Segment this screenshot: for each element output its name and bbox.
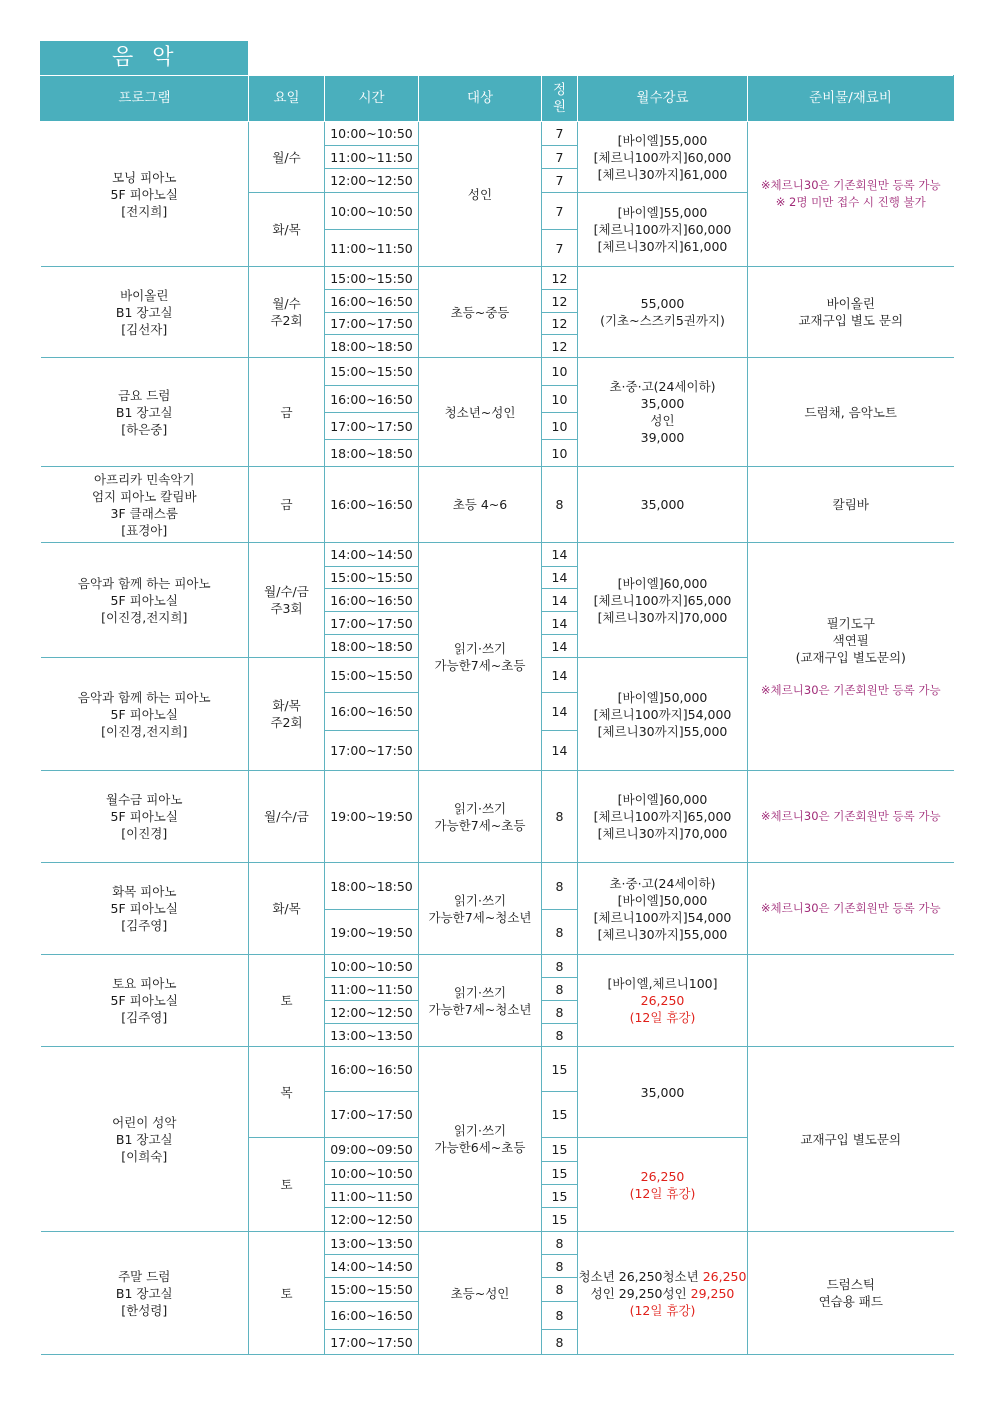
target-line: 초등~성인 <box>450 1285 510 1301</box>
program-line: [김주영] <box>121 918 168 933</box>
time-cell: 16:00~16:50 <box>325 1302 419 1330</box>
target-line: 읽기·쓰기 <box>453 1123 507 1138</box>
day-cell <box>249 193 325 267</box>
capacity-cell: 8 <box>542 1302 578 1330</box>
day-cell <box>249 467 325 543</box>
program-cell <box>41 1232 249 1355</box>
fee-line: [바이엘]55,000 <box>617 132 708 148</box>
time-cell: 18:00~18:50 <box>325 335 419 358</box>
capacity-cell: 14 <box>542 543 578 567</box>
fee-cell <box>578 193 748 267</box>
fee-line: [체르니30까지]61,000 <box>597 166 728 182</box>
day-line: 주2회 <box>270 313 303 328</box>
fee-line: [체르니30까지]70,000 <box>597 826 728 841</box>
target-line: 초등 4~6 <box>452 497 508 512</box>
day-cell <box>249 658 325 771</box>
capacity-cell: 8 <box>542 1278 578 1302</box>
time-cell: 10:00~10:50 <box>325 955 419 978</box>
table-row <box>41 267 954 290</box>
fee-line-label: 청소년 <box>662 1268 703 1284</box>
program-line: B1 장고실 <box>115 304 173 320</box>
capacity-cell: 7 <box>542 122 578 146</box>
materials-cell <box>748 358 954 467</box>
time-cell: 12:00~12:50 <box>325 1208 419 1232</box>
fee-line: [체르니100까지]60,000 <box>593 149 732 165</box>
day-cell <box>249 358 325 467</box>
fee-line: 26,250 <box>640 1168 685 1184</box>
capacity-cell: 15 <box>542 1138 578 1162</box>
time-cell: 14:00~14:50 <box>325 1255 419 1278</box>
music-schedule-table <box>40 75 954 1355</box>
materials-cell <box>748 771 954 863</box>
materials-line: ※체르니30은 기존회원만 등록 가능 <box>760 809 941 823</box>
capacity-cell: 15 <box>542 1162 578 1185</box>
capacity-cell: 14 <box>542 589 578 612</box>
table-row <box>41 1047 954 1092</box>
table-row <box>41 467 954 543</box>
capacity-cell: 10 <box>542 386 578 413</box>
header-capacity <box>542 76 578 122</box>
day-line: 월/수/금 <box>264 584 309 599</box>
program-line: 5F 피아노실 <box>110 592 178 608</box>
program-line: [이진경,전지희] <box>101 609 188 625</box>
time-cell: 15:00~15:50 <box>325 1278 419 1302</box>
time-cell: 17:00~17:50 <box>325 1330 419 1355</box>
fee-line: (12일 휴강) <box>629 1302 696 1318</box>
program-line: 화목 피아노 <box>112 884 177 899</box>
target-line: 가능한7세~청소년 <box>428 909 532 925</box>
materials-line: ※체르니30은 기존회원만 등록 가능 <box>760 682 941 697</box>
program-line: B1 장고실 <box>115 1131 173 1147</box>
materials-line: 바이올린 <box>826 296 875 311</box>
day-line: 화/목 <box>272 698 301 713</box>
capacity-cell: 12 <box>542 290 578 313</box>
program-line: [표경아] <box>121 522 168 538</box>
fee-line: [체르니30까지]55,000 <box>597 926 728 942</box>
materials-cell <box>748 122 954 267</box>
fee-cell <box>578 1232 748 1355</box>
target-cell <box>419 267 542 358</box>
capacity-cell: 8 <box>542 910 578 955</box>
day-line: 토 <box>280 993 293 1008</box>
time-cell: 17:00~17:50 <box>325 413 419 440</box>
program-line: 토요 피아노 <box>112 976 177 991</box>
capacity-cell: 14 <box>542 612 578 635</box>
materials-cell <box>748 1047 954 1232</box>
time-cell: 16:00~16:50 <box>325 386 419 413</box>
capacity-cell: 14 <box>542 731 578 771</box>
time-cell: 15:00~15:50 <box>325 567 419 589</box>
program-line: [이진경] <box>121 826 168 841</box>
fee-line-price: 29,250 <box>690 1285 735 1301</box>
time-cell: 18:00~18:50 <box>325 440 419 467</box>
capacity-cell: 7 <box>542 146 578 169</box>
header-day: 요일 <box>249 76 325 122</box>
capacity-cell: 14 <box>542 635 578 658</box>
header-program: 프로그램 <box>41 76 249 122</box>
materials-line: ※체르니30은 기존회원만 등록 가능 <box>760 901 941 915</box>
time-cell: 11:00~11:50 <box>325 146 419 169</box>
fee-line: 55,000 <box>640 296 685 311</box>
program-line: 5F 피아노실 <box>110 901 178 916</box>
fee-line: 초·중·고(24세이하) <box>609 875 716 891</box>
capacity-cell: 10 <box>542 413 578 440</box>
fee-cell <box>578 658 748 771</box>
fee-line-price: 26,250 <box>702 1268 747 1284</box>
capacity-cell: 12 <box>542 335 578 358</box>
fee-cell <box>578 122 748 193</box>
time-cell: 09:00~09:50 <box>325 1138 419 1162</box>
materials-cell <box>748 467 954 543</box>
time-cell: 15:00~15:50 <box>325 267 419 290</box>
program-line: 5F 피아노실 <box>110 186 178 202</box>
target-cell <box>419 863 542 955</box>
target-cell <box>419 955 542 1047</box>
program-line: 엄지 피아노 칼림바 <box>91 488 197 504</box>
fee-line: [체르니30까지]55,000 <box>597 723 728 739</box>
day-line: 화/목 <box>272 222 301 237</box>
materials-line: 드럼스틱 <box>826 1277 875 1292</box>
capacity-cell: 8 <box>542 467 578 543</box>
table-row <box>41 122 954 146</box>
day-cell <box>249 267 325 358</box>
time-cell: 10:00~10:50 <box>325 122 419 146</box>
day-line: 월/수 <box>272 296 301 311</box>
table-row <box>41 955 954 978</box>
program-cell <box>41 358 249 467</box>
materials-line: ※체르니30은 기존회원만 등록 가능 <box>760 178 941 192</box>
capacity-cell: 7 <box>542 193 578 230</box>
day-cell <box>249 122 325 193</box>
target-cell <box>419 771 542 863</box>
target-cell <box>419 1047 542 1232</box>
capacity-cell: 8 <box>542 1232 578 1255</box>
table-row <box>41 1232 954 1255</box>
target-line: 읽기·쓰기 <box>453 892 507 908</box>
target-line: 읽기·쓰기 <box>453 800 507 816</box>
day-line: 월/수/금 <box>264 809 309 824</box>
program-line: 주말 드럼 <box>118 1268 171 1284</box>
fee-cell <box>578 1047 748 1138</box>
capacity-cell: 8 <box>542 863 578 910</box>
time-cell: 11:00~11:50 <box>325 978 419 1001</box>
program-line: [한성령] <box>121 1302 168 1318</box>
target-cell <box>419 467 542 543</box>
materials-line: 연습용 패드 <box>818 1294 883 1309</box>
time-cell: 16:00~16:50 <box>325 467 419 543</box>
materials-line: 교재구입 별도문의 <box>800 1131 902 1147</box>
day-cell <box>249 955 325 1047</box>
time-cell: 16:00~16:50 <box>325 589 419 612</box>
day-cell <box>249 863 325 955</box>
fee-line: [체르니100까지]54,000 <box>593 909 732 925</box>
program-line: 어린이 성악 <box>112 1114 177 1130</box>
materials-line: 칼림바 <box>832 497 869 512</box>
fee-cell <box>578 358 748 467</box>
day-line: 금 <box>280 404 293 420</box>
header-row <box>41 76 954 122</box>
fee-line: [바이엘]55,000 <box>617 205 708 220</box>
fee-line: 35,000 <box>640 396 685 411</box>
program-line: 월수금 피아노 <box>106 792 183 807</box>
time-cell: 17:00~17:50 <box>325 1092 419 1138</box>
fee-cell <box>578 955 748 1047</box>
capacity-cell: 8 <box>542 955 578 978</box>
fee-line: [체르니100까지]65,000 <box>593 809 732 824</box>
day-cell <box>249 1232 325 1355</box>
fee-line: (12일 휴강) <box>629 1010 696 1025</box>
section-title: 음 악 <box>40 41 248 75</box>
header-target: 대상 <box>419 76 542 122</box>
time-cell: 15:00~15:50 <box>325 658 419 693</box>
program-line: 3F 클래스룸 <box>110 505 178 521</box>
capacity-cell: 8 <box>542 1255 578 1278</box>
target-line: 청소년~성인 <box>444 404 516 420</box>
fee-cell <box>578 1138 748 1232</box>
capacity-cell: 8 <box>542 978 578 1001</box>
program-cell <box>41 863 249 955</box>
program-line: [김주영] <box>121 1010 168 1025</box>
fee-line: 성인 <box>650 413 675 428</box>
program-line: 아프리카 민속악기 <box>93 471 195 487</box>
fee-line: [바이엘]50,000 <box>617 892 708 908</box>
capacity-cell: 15 <box>542 1208 578 1232</box>
target-line: 읽기·쓰기 <box>453 984 507 1000</box>
day-cell <box>249 1138 325 1232</box>
time-cell: 12:00~12:50 <box>325 169 419 193</box>
time-cell: 12:00~12:50 <box>325 1001 419 1024</box>
program-line: 음악과 함께 하는 피아노 <box>77 689 211 705</box>
program-cell <box>41 543 249 658</box>
day-line: 토 <box>280 1177 293 1192</box>
fee-cell <box>578 467 748 543</box>
fee-cell <box>578 543 748 658</box>
header-time: 시간 <box>325 76 419 122</box>
table-row <box>41 543 954 567</box>
fee-line: [체르니30까지]70,000 <box>597 609 728 625</box>
day-cell <box>249 543 325 658</box>
capacity-cell: 12 <box>542 267 578 290</box>
materials-cell <box>748 1232 954 1355</box>
day-line: 금 <box>280 497 293 512</box>
day-line: 주2회 <box>270 715 303 730</box>
fee-line: 35,000 <box>640 1084 685 1100</box>
capacity-cell: 8 <box>542 1001 578 1024</box>
target-cell <box>419 543 542 771</box>
time-cell: 16:00~16:50 <box>325 290 419 313</box>
fee-line: 26,250 <box>640 993 685 1008</box>
capacity-cell: 15 <box>542 1092 578 1138</box>
fee-line: 35,000 <box>640 497 685 512</box>
program-line: 5F 피아노실 <box>110 706 178 722</box>
capacity-cell: 8 <box>542 771 578 863</box>
fee-cell <box>578 771 748 863</box>
day-line: 목 <box>280 1084 293 1100</box>
time-cell: 18:00~18:50 <box>325 635 419 658</box>
time-cell: 15:00~15:50 <box>325 358 419 386</box>
materials-line: ※ 2명 미만 접수 시 진행 불가 <box>775 195 926 209</box>
fee-line: [바이엘]60,000 <box>617 792 708 807</box>
fee-line: 청소년 26,250청소년 26,250 <box>578 1268 747 1284</box>
program-line: 5F 피아노실 <box>110 993 178 1008</box>
header-capacity-line: 정 <box>552 81 567 98</box>
day-line: 주3회 <box>270 601 303 616</box>
target-line: 읽기·쓰기 <box>453 640 507 656</box>
table-row <box>41 358 954 386</box>
time-cell: 13:00~13:50 <box>325 1232 419 1255</box>
fee-line: [바이엘]50,000 <box>617 689 708 705</box>
target-line: 가능한7세~청소년 <box>428 1001 532 1017</box>
program-line: [김선자] <box>121 321 168 337</box>
capacity-cell: 14 <box>542 658 578 693</box>
time-cell: 19:00~19:50 <box>325 910 419 955</box>
target-cell <box>419 358 542 467</box>
header-capacity-line: 원 <box>552 98 567 115</box>
time-cell: 13:00~13:50 <box>325 1024 419 1047</box>
day-cell <box>249 1047 325 1138</box>
fee-line: 초·중·고(24세이하) <box>609 379 716 394</box>
capacity-cell: 14 <box>542 567 578 589</box>
day-line: 토 <box>280 1285 293 1301</box>
program-cell <box>41 658 249 771</box>
capacity-cell: 8 <box>542 1024 578 1047</box>
materials-line: 색연필 <box>832 632 869 648</box>
day-line: 월/수 <box>272 149 301 165</box>
capacity-cell: 8 <box>542 1330 578 1355</box>
materials-cell <box>748 543 954 771</box>
time-cell: 11:00~11:50 <box>325 230 419 267</box>
program-line: [이진경,전지희] <box>101 723 188 739</box>
time-cell: 10:00~10:50 <box>325 193 419 230</box>
fee-line: (기초~스즈키5권까지) <box>600 313 725 328</box>
fee-line: [바이엘]60,000 <box>617 575 708 591</box>
fee-line: 성인 29,250성인 29,250 <box>590 1285 735 1301</box>
capacity-cell: 10 <box>542 358 578 386</box>
program-cell <box>41 771 249 863</box>
program-cell <box>41 122 249 267</box>
target-line: 가능한6세~초등 <box>434 1140 526 1155</box>
capacity-cell: 7 <box>542 169 578 193</box>
program-cell <box>41 267 249 358</box>
fee-cell <box>578 863 748 955</box>
fee-line: [체르니30까지]61,000 <box>597 239 728 254</box>
materials-line: 교재구입 별도 문의 <box>798 313 904 328</box>
program-line: B1 장고실 <box>115 404 173 420</box>
time-cell: 17:00~17:50 <box>325 612 419 635</box>
time-cell: 16:00~16:50 <box>325 1047 419 1092</box>
program-line: 음악과 함께 하는 피아노 <box>77 575 211 591</box>
time-cell: 11:00~11:50 <box>325 1185 419 1208</box>
time-cell: 16:00~16:50 <box>325 693 419 731</box>
day-line: 화/목 <box>272 901 301 916</box>
target-cell <box>419 122 542 267</box>
target-line: 가능한7세~초등 <box>434 657 526 673</box>
fee-line: (12일 휴강) <box>629 1185 696 1201</box>
target-line: 초등~중등 <box>450 304 510 320</box>
program-line: 모닝 피아노 <box>112 169 177 185</box>
program-line: 바이올린 <box>120 287 169 303</box>
materials-cell <box>748 267 954 358</box>
target-line: 가능한7세~초등 <box>434 817 526 833</box>
header-fee: 월수강료 <box>578 76 748 122</box>
capacity-cell: 10 <box>542 440 578 467</box>
materials-line: 필기도구 <box>826 615 875 631</box>
fee-line: 39,000 <box>640 430 685 445</box>
program-line: [전지희] <box>121 203 168 219</box>
fee-cell <box>578 267 748 358</box>
program-line: [하은중] <box>121 421 168 437</box>
capacity-cell: 15 <box>542 1185 578 1208</box>
program-cell <box>41 955 249 1047</box>
fee-line: [바이엘,체르니100] <box>607 976 718 991</box>
program-line: [이희숙] <box>121 1148 168 1164</box>
time-cell: 10:00~10:50 <box>325 1162 419 1185</box>
capacity-cell: 14 <box>542 693 578 731</box>
program-cell <box>41 467 249 543</box>
time-cell: 18:00~18:50 <box>325 863 419 910</box>
materials-cell <box>748 955 954 1047</box>
program-cell <box>41 1047 249 1232</box>
capacity-cell: 15 <box>542 1047 578 1092</box>
materials-cell <box>748 863 954 955</box>
table-row <box>41 863 954 910</box>
program-line: B1 장고실 <box>115 1285 173 1301</box>
fee-line: [체르니100까지]65,000 <box>593 592 732 608</box>
time-cell: 14:00~14:50 <box>325 543 419 567</box>
capacity-cell: 12 <box>542 313 578 335</box>
program-line: 금요 드럼 <box>118 387 171 403</box>
time-cell: 19:00~19:50 <box>325 771 419 863</box>
materials-line: 드럼채, 음악노트 <box>804 404 897 420</box>
program-line: 5F 피아노실 <box>110 809 178 824</box>
header-materials: 준비물/재료비 <box>748 76 954 122</box>
target-cell <box>419 1232 542 1355</box>
fee-line: [체르니100까지]54,000 <box>593 706 732 722</box>
target-line: 성인 <box>467 186 493 202</box>
capacity-cell: 7 <box>542 230 578 267</box>
materials-line: (교재구입 별도문의) <box>795 649 906 665</box>
time-cell: 17:00~17:50 <box>325 313 419 335</box>
table-row <box>41 771 954 863</box>
fee-line-label: 성인 <box>662 1285 691 1301</box>
fee-line: [체르니100까지]60,000 <box>593 222 732 237</box>
day-cell <box>249 771 325 863</box>
time-cell: 17:00~17:50 <box>325 731 419 771</box>
